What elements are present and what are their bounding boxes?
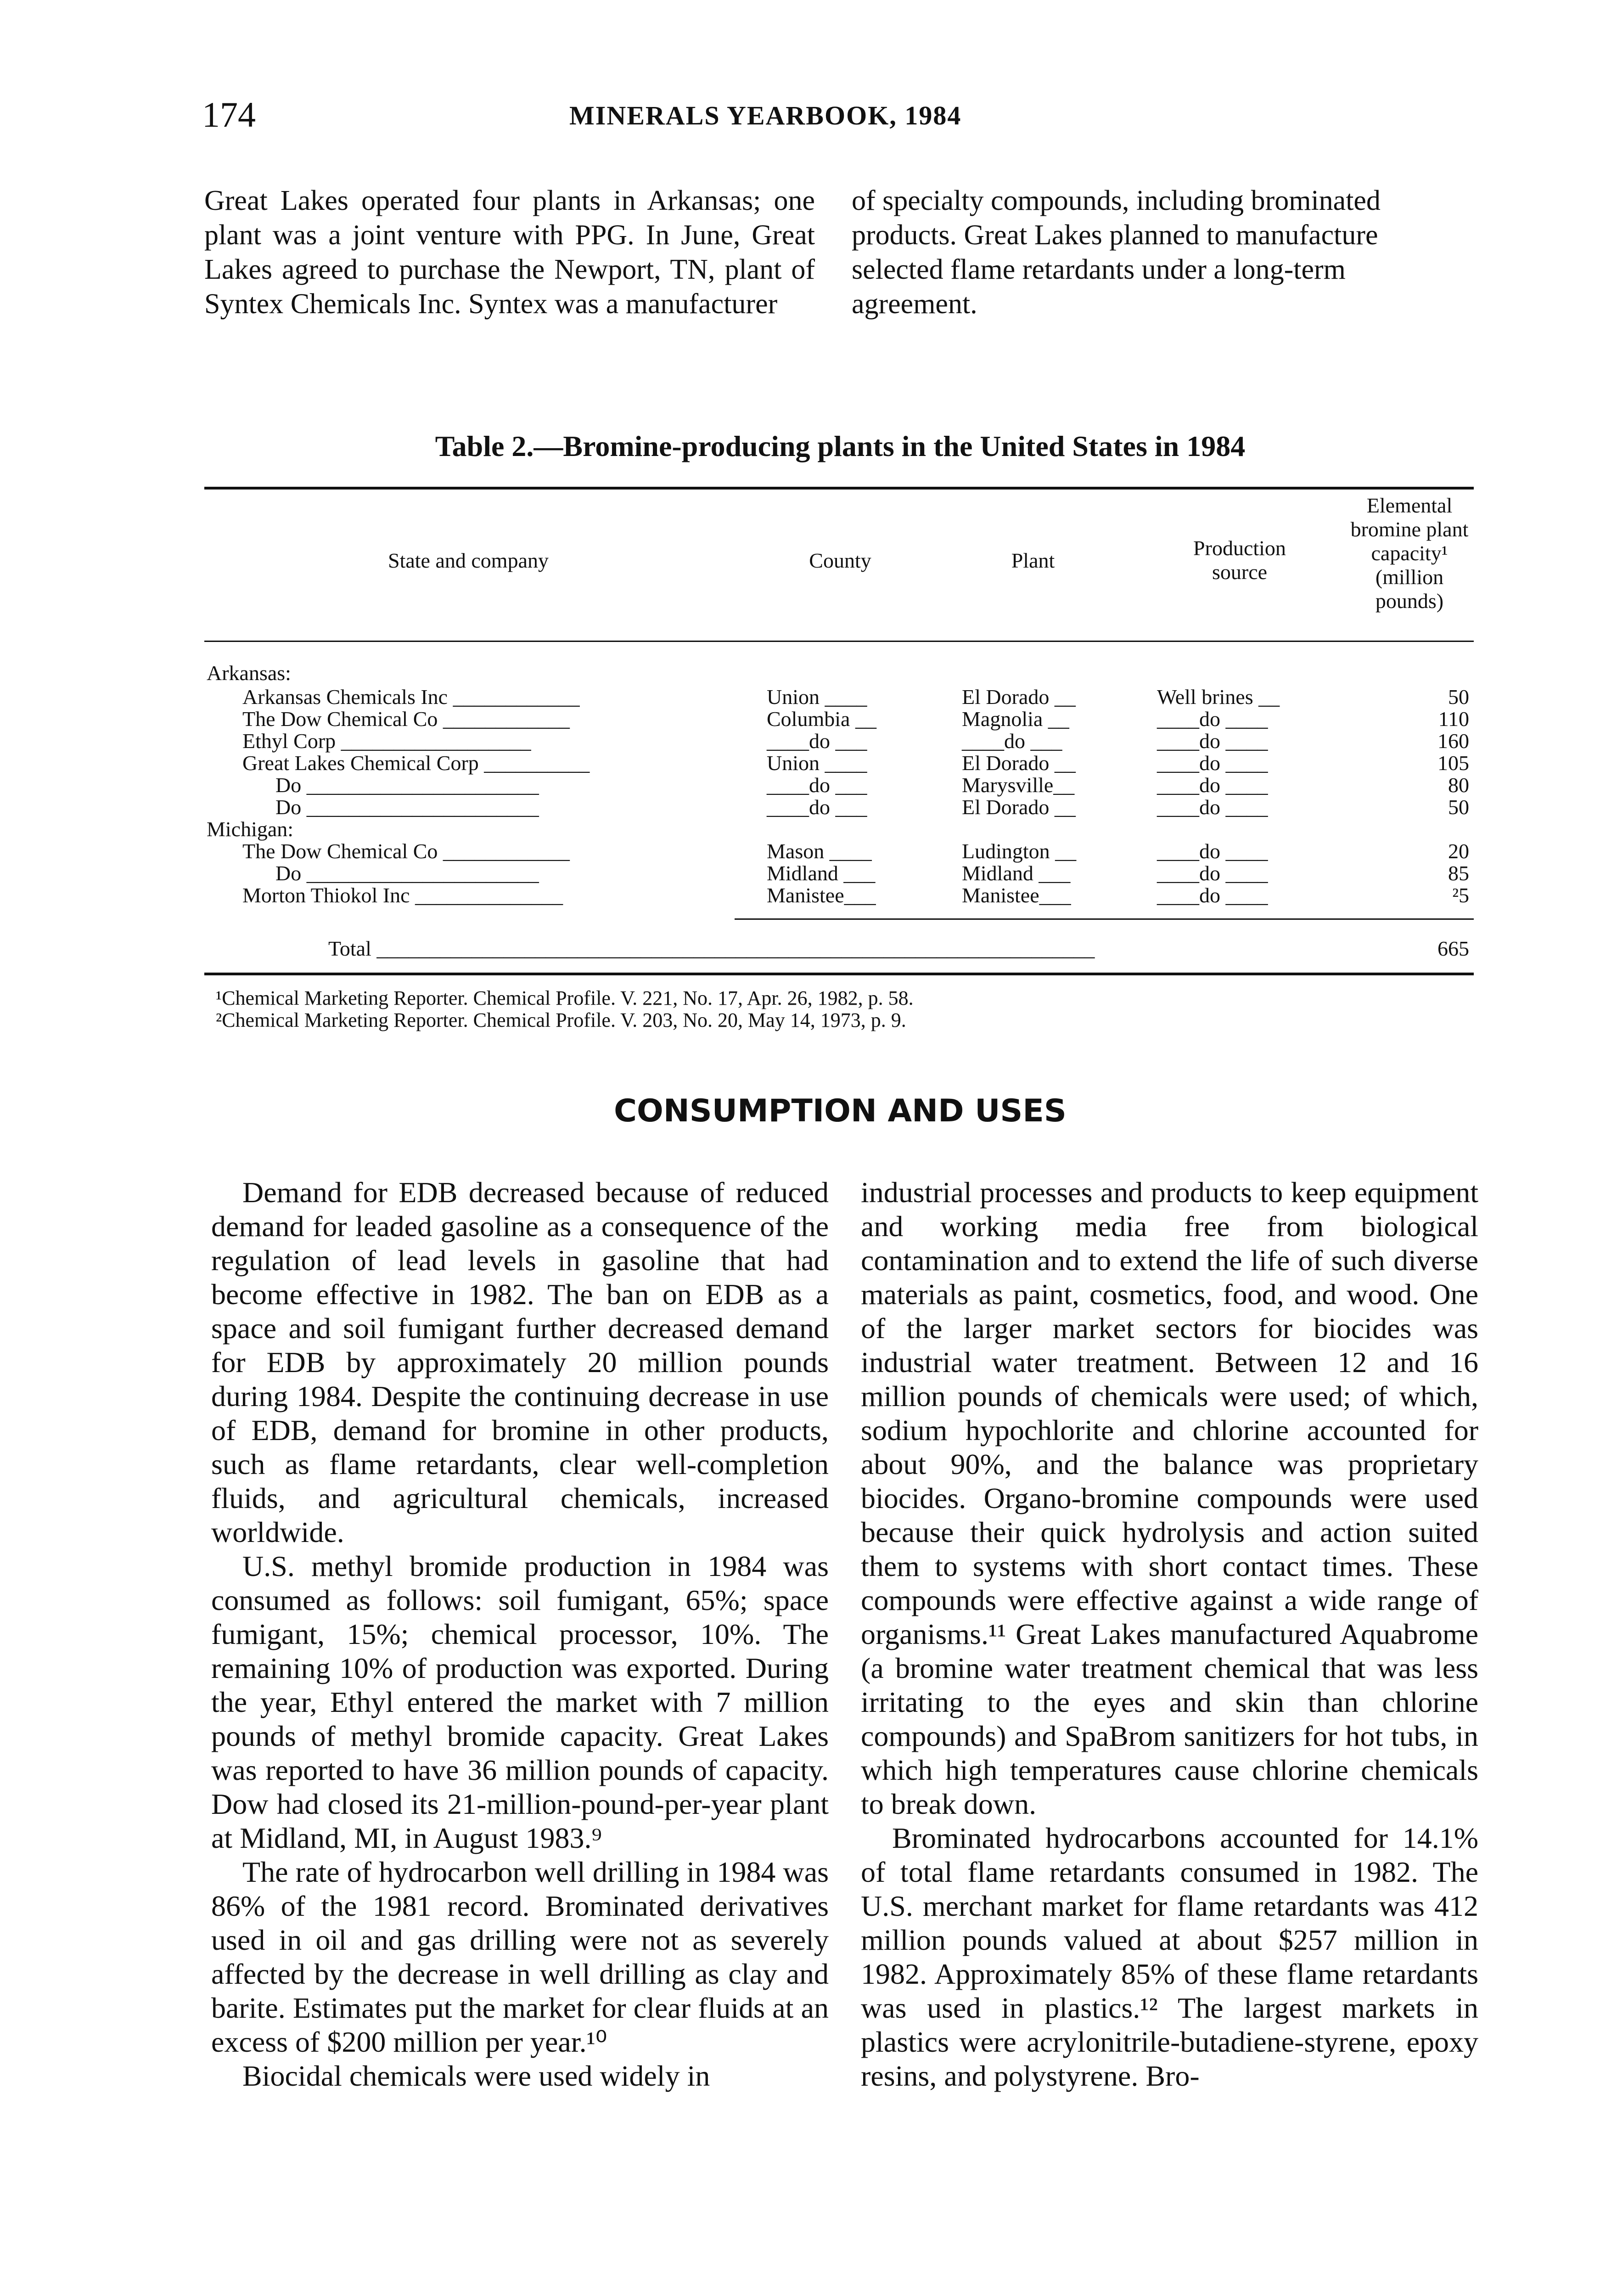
cell-capacity: 80 [1448, 773, 1469, 797]
cell-capacity: ²5 [1452, 884, 1469, 907]
cell-source: Well brines __ [1157, 685, 1280, 709]
cell-capacity: 160 [1437, 729, 1469, 753]
cell-source: ____do ____ [1157, 795, 1268, 819]
cell-plant: Ludington __ [962, 839, 1077, 863]
cell-county: Manistee___ [767, 884, 876, 907]
cell-company: Arkansas Chemicals Inc ____________ [242, 685, 580, 709]
running-title: MINERALS YEARBOOK, 1984 [569, 101, 962, 130]
cell-source: ____do ____ [1157, 751, 1268, 775]
cell-company: The Dow Chemical Co ____________ [242, 707, 570, 731]
header-plant: Plant [1011, 549, 1055, 572]
cell-source: ____do ____ [1157, 773, 1268, 797]
intro-right-paragraph: of specialty compounds, including brominated products. Great Lakes planned to manufacture selected flame retardants under a long-term agreement. [852, 185, 1381, 320]
cell-capacity: 50 [1448, 685, 1469, 709]
cell-source: ____do ____ [1157, 839, 1268, 863]
header-county: County [809, 549, 871, 572]
body-paragraph: U.S. methyl bromide production in 1984 was consumed as follows: soil fumigant, 65%; space fumigant, 15%; chemical processor, 10%. The remaining 10% of production was exported. During the year, Ethyl entered the market with 7 million pounds of methyl bromide capacity. Great Lakes was reported to have 36 million pounds of capacity. Dow had closed its 21-million-pound-per-year plant at Midland, MI, in August 1983.⁹ [211, 1550, 829, 1854]
table-footnote: ²Chemical Marketing Reporter. Chemical Profile. V. 203, No. 20, May 14, 1973, p. 9. [216, 1009, 906, 1031]
table-header-rule [204, 641, 1474, 642]
cell-company: Morton Thiokol Inc ______________ [242, 884, 563, 907]
intro-left-column [204, 184, 815, 321]
table-title: Table 2.—Bromine-producing plants in the United States in 1984 [435, 430, 1246, 462]
table-bottom-rule [204, 973, 1474, 975]
group-state-arkansas: Arkansas: [207, 661, 291, 685]
body-paragraph: Biocidal chemicals were used widely in [242, 2060, 710, 2092]
cell-company: Do ______________________ [275, 795, 539, 819]
cell-plant: ____do ___ [962, 729, 1062, 753]
cell-company: Do ______________________ [275, 861, 539, 885]
cell-plant: El Dorado __ [962, 795, 1076, 819]
cell-company: Great Lakes Chemical Corp __________ [242, 751, 590, 775]
cell-source: ____do ____ [1157, 729, 1268, 753]
cell-plant: Magnolia __ [962, 707, 1069, 731]
table-top-rule [204, 487, 1474, 490]
table-footnote: ¹Chemical Marketing Reporter. Chemical Profile. V. 221, No. 17, Apr. 26, 1982, p. 58. [216, 987, 914, 1009]
cell-capacity: 105 [1437, 751, 1469, 775]
cell-capacity: 50 [1448, 795, 1469, 819]
section-heading: CONSUMPTION AND USES [614, 1093, 1067, 1129]
cell-plant: El Dorado __ [962, 685, 1076, 709]
cell-capacity: 110 [1438, 707, 1469, 731]
cell-plant: Manistee___ [962, 884, 1071, 907]
total-label: Total ____________________________________________________________________ [328, 937, 1095, 960]
body-paragraph: Brominated hydrocarbons accounted for 14.1% of total flame retardants consumed in 1982. The U.S. merchant market for flame retardants was 412 million pounds valued at about $257 million in 1982. Approximately 85% of these flame retardants was used in plastics.¹² The largest markets in plastics were acrylonitrile-butadiene-styrene, epoxy resins, and polystyrene. Bro- [861, 1822, 1478, 2092]
total-capacity: 665 [1437, 937, 1469, 960]
body-paragraph: The rate of hydrocarbon well drilling in 1984 was 86% of the 1981 record. Brominated derivatives used in oil and gas drilling were not as severely affected by the decrease in well drilling as clay and barite. Estimates put the market for clear fluids at an excess of $200 million per year.¹⁰ [211, 1856, 829, 2058]
intro-right-column [852, 184, 1469, 321]
page-number: 174 [202, 95, 256, 135]
header-production-source: Production source [1193, 536, 1286, 584]
cell-company: The Dow Chemical Co ____________ [242, 839, 570, 863]
body-paragraph: Demand for EDB decreased because of reduced demand for leaded gasoline as a consequence of the regulation of lead levels in gasoline that had become effective in 1982. The ban on EDB as a space and soil fumigant further decreased demand for EDB by approximately 20 million pounds during 1984. Despite the continuing decrease in use of EDB, demand for bromine in other products, such as flame retardants, clear well-completion fluids, and agricultural chemicals, increased worldwide. [211, 1176, 829, 1548]
cell-source: ____do ____ [1157, 884, 1268, 907]
body-paragraph: industrial processes and products to keep equipment and working media free from biological contamination and to extend the life of such diverse materials as paint, cosmetics, food, and wood. One of the larger market sectors for biocides was industrial water treatment. Between 12 and 16 million pounds of chemicals were used; of which, sodium hypochlorite and chlorine accounted for about 90%, and the balance was proprietary biocides. Organo-bromine compounds were used because their quick hydrolysis and action suited them to systems with short contact times. These compounds were effective against a wide range of organisms.¹¹ Great Lakes manufactured Aquabrome (a bromine water treatment chemical that was less irritating to the eyes and skin than chlorine compounds) and SpaBrom sanitizers for hot tubs, in which high temperatures cause chlorine chemicals to break down. [861, 1176, 1478, 1820]
header-capacity: Elemental bromine plant capacity¹ (million pounds) [1350, 494, 1469, 613]
cell-county: ____do ___ [767, 795, 867, 819]
body-right-column [861, 1176, 1478, 2093]
cell-source: ____do ____ [1157, 707, 1268, 731]
cell-county: Columbia __ [767, 707, 876, 731]
cell-plant: El Dorado __ [962, 751, 1076, 775]
cell-company: Ethyl Corp __________________ [242, 729, 531, 753]
header-state-company: State and company [387, 549, 549, 572]
cell-plant: Marysville__ [962, 773, 1075, 797]
cell-county: Midland ___ [767, 861, 876, 885]
group-state-michigan: Michigan: [207, 817, 294, 841]
cell-county: Union ____ [767, 751, 867, 775]
intro-left-paragraph: Great Lakes operated four plants in Arkansas; one plant was a joint venture with PPG. In June, Great Lakes agreed to purchase the Newport, TN, plant of Syntex Chemicals Inc. Syntex was a manufacturer [204, 185, 815, 320]
cell-plant: Midland ___ [962, 861, 1071, 885]
cell-county: ____do ___ [767, 729, 867, 753]
cell-county: Mason ____ [767, 839, 872, 863]
table-subtotal-rule [735, 918, 1474, 920]
cell-source: ____do ____ [1157, 861, 1268, 885]
cell-company: Do ______________________ [275, 773, 539, 797]
body-left-column [211, 1176, 829, 2093]
cell-county: ____do ___ [767, 773, 867, 797]
cell-county: Union ____ [767, 685, 867, 709]
cell-capacity: 20 [1448, 839, 1469, 863]
cell-capacity: 85 [1448, 861, 1469, 885]
